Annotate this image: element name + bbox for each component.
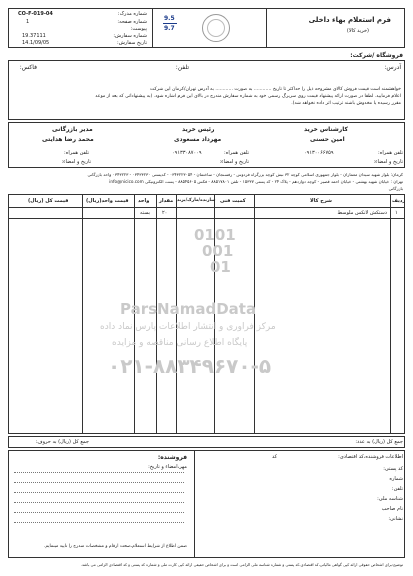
seller-sign-label: مهر،امضاء و تاریخ: [148,464,187,470]
manager-name: محمد رضا هدایتی [42,136,94,143]
row-description: دستکش لاتکس ملوسط [337,210,387,216]
company-logo-icon [202,14,230,42]
address-kerman: کرمان: بلوار شهید سیدان معماران - بلوار جمهوری اسلامی کوچه ۳۲ نبش کوچه بزرگراه فردوس - رفسنجان - ساختمان - ۰۳۴۳۲۲۳۰۵۴ - کدپستی ۰۳۴۳۳۲۳۰ - ۰۳۴۳۲۲۳ واحد بازرگانی [87,172,403,177]
address-tehran: تهران : خیابان شهید بهشتی - خیابان احمد قصیر - کوچه دوازدهم - پلاک ۲۴ - کد پستی ۱۵۳۳۷ - تلفن ۸۸۵۱۷۸۰۱ - فکس ۸۸۵۴۵۶۰۵ - پست الکترونیکی info@nicico.com [109,179,403,184]
page-no-label: شماره صفحه: [117,19,147,25]
row-quantity: ۲۰ [162,210,168,216]
expert-name: امین حسنی [310,136,345,143]
watermark-digits-3: 01 [210,258,231,276]
watermark-digits-2: 001 [202,242,234,260]
delivery-note: ضمن اطلاع از شرایط استعلام،صحت ارقام و مشخصات مندرج را تایید مینمایم. [43,544,187,549]
col-header-description: شرح کالا [310,198,332,204]
col-header-total-price: قیمت کل (ریال) [28,198,69,204]
watermark-brand: ParsNamadData [120,300,257,318]
watermark-digits-1: 0101 [194,226,236,244]
seller-info-code: کد [271,454,277,460]
head-name: مهرداد مسعودی [174,136,222,143]
page-no: 1 [26,19,30,25]
order-no: 19.37111 [22,33,46,39]
head-sign-label: تاریخ و امضاء: [219,159,249,165]
seller-info-national: شناسه ملی: [377,496,403,502]
col-header-unit: واحد [138,198,150,204]
order-no-label: شماره سفارش: [113,33,147,39]
manager-tel-label: تلفن همراه: [64,150,89,156]
watermark-line-1: مرکز فراوری و انتشار اطلاعات پارس نماد داده [100,322,276,332]
expert-sign-label: تاریخ و امضاء: [373,159,403,165]
inquiry-form [4,4,409,572]
tel-label: تلفن: [175,64,189,71]
seller-info-tel: تلفن: [391,486,403,492]
seller-info-reg: شماره [389,476,403,482]
order-date-label: تاریخ سفارش: [117,40,147,46]
request-body-line1: خواهشمند است قیمت فروش کالای مشروحه ذیل را حداکثر تا تاریخ ............ به صورت ............ به آدرس تهران/کرمان این شرکت [149,87,401,92]
address-commercial: بازرگانی [388,186,403,191]
doc-code: CO-F-019-04 [18,11,53,17]
seller-box [8,450,405,558]
total-number-label: جمع کل (ریال) به عدد: [355,439,403,445]
manager-title: مدیر بازرگانی [52,126,93,133]
col-header-row-no: ردیف [392,198,406,204]
seller-info-postal: کد پستی: [383,466,403,472]
header-divider-left [152,8,153,48]
watermark-line-2: پایگاه اطلاع رسانی مناقصه و مزایده [112,338,248,348]
col-header-technical-spec: کمیت فنی [220,198,246,204]
form-title: فرم استعلام بهاء داخلی [308,16,391,24]
head-tel: ۰۹۱۳۳۰۸۷۰۰۹ [172,150,202,156]
row-unit: بسته [140,210,151,216]
head-tel-label: تلفن همراه: [224,150,249,156]
address-label: آدرس: [384,64,401,71]
col-header-unit-price: قیمت واحد(ریال) [86,198,129,204]
order-date: 14.1/09/05 [22,40,50,46]
request-body-line2: اعلام فرمایید. لطفا در صورت ارائه پیشنهاد قیمت روی سربرگ رسمی خود به شماره سفارش مندرج در بالای این فرم اشاره شود. (به پیشنهاداتی که بعد از موعد [95,94,401,99]
seller-info-owner: نام صاحب [381,506,403,512]
version-numerator: 9.5 [164,15,175,22]
fax-label: فاکس: [19,64,37,71]
row-no: ۱ [395,210,398,216]
watermark-phone: ۰۲۱-۸۸۳۴۹۶۷۰-۵ [108,354,272,378]
seller-title: فروشنده: [157,454,187,461]
store-label: فروشگاه /شرکت: [350,52,403,59]
manager-sign-label: تاریخ و امضاء: [61,159,91,165]
header-divider-right [266,8,267,48]
version-denominator: 9.7 [164,25,175,32]
footnote: توضیح:برای اشخاص حقوقی ارائه کپی گواهی مالیاتی،کد اقتصادی،کد پستی و شماره شناسه ملی الزامی است و برای اشخاص حقیقی ارائه کپی کارت ملی و شماره کد پستی و کد اقتصادی الزامی می باشد. [80,562,403,567]
attachment-label: پیوست: [130,26,147,32]
seller-info-title: اطلاعات فروشنده،کد اقتصادی: [338,454,403,460]
request-body-line3: مقرر رسیده یا مخدوش باشند ترتیب اثر داده نخواهد شد). [291,101,401,106]
form-subtitle: (خرید کالا) [346,28,369,34]
expert-tel: ۰۹۱۳۰۰۶۶۷۵۹ [304,150,334,156]
expert-title: کارشناس خرید [304,126,348,133]
total-words-label: جمع کل (ریال) به حروف: [35,439,89,445]
col-header-quantity: مقدار [159,198,174,204]
head-title: رئیس خرید [182,126,215,133]
col-header-maker-brand: سازنده/مارک/برند [177,198,216,203]
doc-code-label: شماره مدرک: [117,11,147,17]
expert-tel-label: تلفن همراه: [378,150,403,156]
seller-info-address: نشانی: [388,516,403,522]
